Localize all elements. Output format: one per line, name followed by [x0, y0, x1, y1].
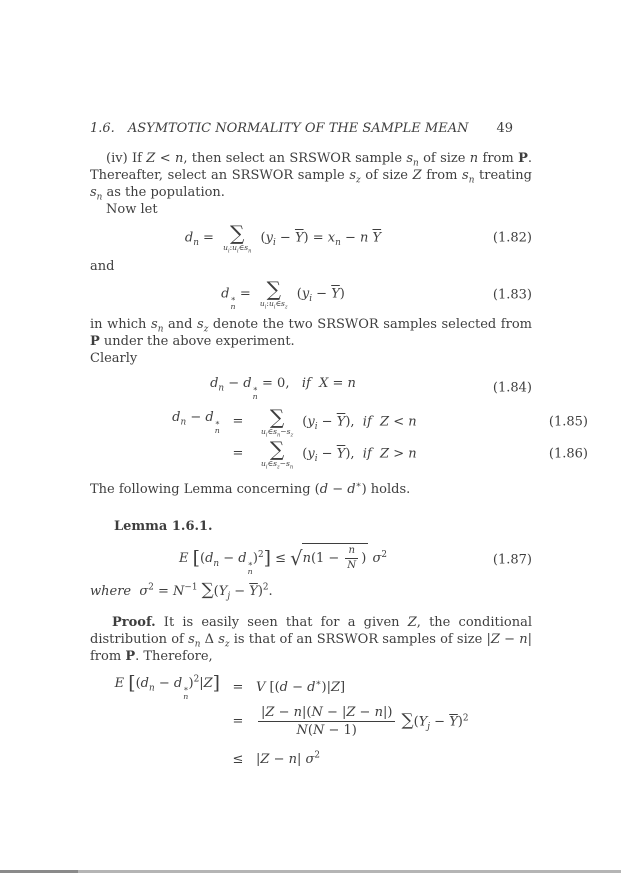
paragraph-now-let: Now let	[106, 202, 158, 217]
equation-1-83-body: d ∗ n = ∑ $u_i:u_i\in s_z$ $(y_i - \overline{Y})$	[221, 277, 345, 312]
equation-1-87-number: (1.87)	[492, 552, 532, 568]
equation-1-86-rhs: ∑ $u_i\in s_z-s_n$ $(y_i - \overline{Y})$, if Z > n	[261, 436, 417, 471]
paragraph-and: and	[90, 259, 115, 274]
proof-line-2-relation: =	[232, 714, 244, 730]
equation-1-82-body: $d_n$ = ∑ $u_i:u_i\in s_n$ $(y_i - \overline{Y}) = x_n - n$ $\overline{Y}$	[184, 221, 382, 255]
equation-1-86-number: (1.86)	[548, 446, 588, 462]
paragraph-clearly: Clearly	[90, 350, 138, 366]
proof-line-3-relation: ≤	[232, 752, 244, 768]
page-content	[90, 120, 588, 771]
equation-1-87	[90, 543, 532, 577]
paragraph-lemma-intro: The following Lemma concerning (d − d∗) holds.	[90, 480, 411, 497]
equation-1-82-number: (1.82)	[492, 230, 532, 246]
equation-1-85-rhs: ∑ $u_i\in s_n-s_z$ $(y_i - \overline{Y})$, if Z < n	[261, 404, 417, 439]
horizontal-scrollbar-thumb[interactable]	[0, 870, 78, 873]
proof-line-1-rhs: V [(d − d∗)|Z]	[256, 678, 346, 696]
running-header	[90, 120, 532, 137]
proof-line-1	[90, 673, 532, 703]
lemma-heading: Lemma 1.6.1.	[114, 518, 213, 534]
equation-1-84-number: (1.84)	[492, 380, 532, 396]
equation-1-87-body: E [($d_n - d$ ∗ n )$^2$] ≤ √n(1 − $\frac{n}{N}$ ) $\sigma^2$	[179, 545, 387, 577]
proof-line-3-rhs: |Z − n| $\sigma^2$	[256, 750, 320, 768]
section-number: 1.6.	[90, 121, 115, 136]
equation-1-82	[90, 223, 532, 253]
equation-1-85-lhs: $d_n - d$ ∗ n	[172, 409, 220, 435]
horizontal-scrollbar-track[interactable]	[0, 870, 621, 873]
paragraph-proof: Proof. It is easily seen that for a given Z, the conditional distribution of $s_n$ Δ $s_z$ is that of an SRSWOR samples of size |Z − n| from P. Therefore,	[90, 614, 532, 664]
equation-1-86-relation: =	[232, 446, 244, 462]
proof-line-2	[90, 705, 532, 739]
proof-line-1-relation: =	[232, 680, 244, 696]
equation-1-85-relation: =	[232, 414, 244, 430]
chapter-title: ASYMTOTIC NORMALITY OF THE SAMPLE MEAN	[127, 121, 469, 136]
equation-1-85-number: (1.85)	[548, 414, 588, 430]
equation-1-83	[90, 277, 532, 312]
proof-line-2-rhs: $\frac{|Z - n|(N - |Z - n|)}{N(N - 1)}$ $\sum(Y_j - \overline{Y})^2$	[256, 705, 532, 739]
equation-1-85	[90, 404, 588, 439]
equation-1-83-number: (1.83)	[492, 287, 532, 303]
page-number: 49	[496, 121, 514, 136]
proof-derivation	[90, 673, 532, 769]
proof-line-3	[90, 751, 532, 769]
equation-1-84-body: $d_n - d$ ∗ n = 0, if X = n	[210, 375, 356, 401]
paragraph-in-which: in which $s_n$ and $s_z$ denote the two SRSWOR samples selected from P under the above experiment.	[90, 316, 532, 349]
equation-1-86	[90, 436, 588, 471]
paragraph-iv: (iv) If Z < n, then select an SRSWOR sample $s_n$ of size n from P. Thereafter, select an SRSWOR sample $s_z$ of size Z from $s_n$ treating $s_n$ as the population.	[90, 151, 532, 203]
proof-line-1-lhs: E [($d_n - d$ ∗ n )$^2$|Z]	[114, 672, 220, 701]
equation-1-84	[90, 375, 532, 401]
paragraph-where: where $\sigma^2 = N^{-1}$ $\sum(Y_j - \overline{Y})^2$.	[90, 578, 273, 602]
